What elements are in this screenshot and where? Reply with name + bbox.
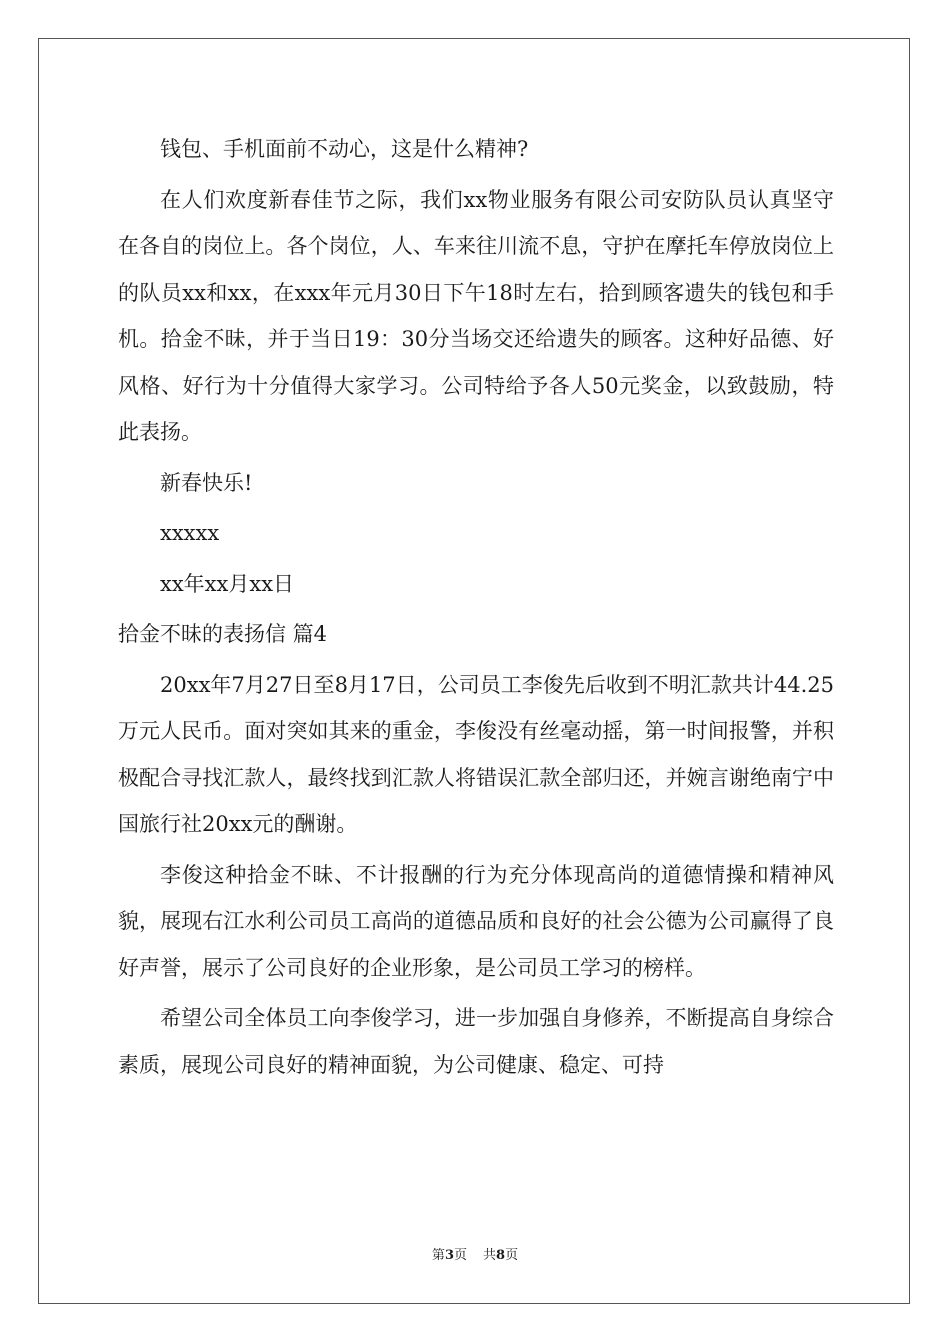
greeting-line: 新春快乐!: [160, 470, 253, 495]
total-prefix: 共: [483, 1248, 497, 1263]
paragraph: 在人们欢度新春佳节之际，我们xx物业服务有限公司安防队员认真坚守在各自的岗位上。各个岗位，人、车来往川流不息，守护在摩托车停放岗位上的队员xx和xx，在xxx年元月30日下午18时左右，拾到顾客遗失的钱包和手机。拾金不昧，并于当日19：30分当场交还给遗失的顾客。这种好品德、好风格、好行为十分值得大家学习。公司特给予各人50元奖金，以致鼓励，特此表扬。: [118, 187, 834, 444]
paragraph: 李俊这种拾金不昧、不计报酬的行为充分体现高尚的道德情操和精神风貌，展现右江水利公司员工高尚的道德品质和良好的社会公德为公司赢得了良好声誉，展示了公司良好的企业形象，是公司员工学习的榜样。: [118, 862, 834, 980]
page-footer: [0, 1244, 950, 1263]
paragraph: 20xx年7月27日至8月17日，公司员工李俊先后收到不明汇款共计44.25万元人民币。面对突如其来的重金，李俊没有丝毫动摇，第一时间报警，并积极配合寻找汇款人，最终找到汇款人将错误汇款全部归还，并婉言谢绝南宁中国旅行社20xx元的酬谢。: [118, 672, 834, 836]
page-number: 3: [444, 1248, 454, 1263]
paragraph: 希望公司全体员工向李俊学习，进一步加强自身修养，不断提高自身综合素质，展现公司良好的精神面貌，为公司健康、稳定、可持: [118, 1006, 834, 1077]
signature-date: xx年xx月xx日: [160, 571, 295, 596]
document-body: [118, 126, 834, 1092]
section-heading: 拾金不昧的表扬信 篇4: [118, 622, 328, 646]
page-prefix: 第: [431, 1248, 445, 1263]
total-pages: 8: [496, 1248, 506, 1263]
signature-name: xxxxx: [160, 521, 220, 545]
page-suffix: 页: [453, 1248, 467, 1263]
paragraph-line: 钱包、手机面前不动心，这是什么精神?: [160, 137, 529, 161]
total-suffix: 页: [505, 1248, 519, 1263]
